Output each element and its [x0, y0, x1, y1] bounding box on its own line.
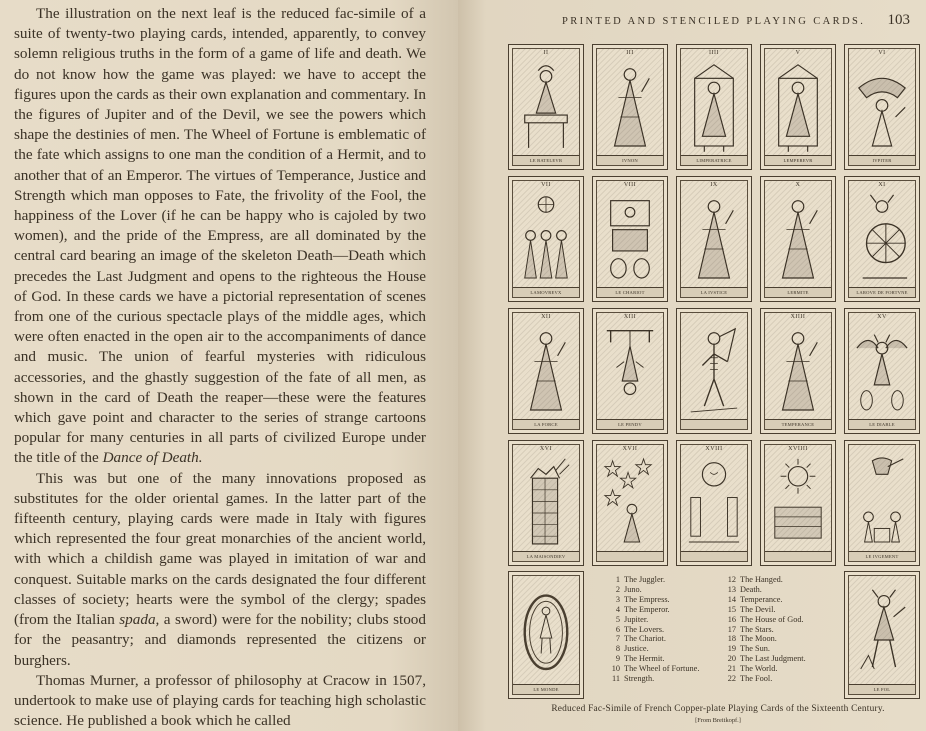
playing-card: [760, 308, 836, 434]
legend-item: [604, 654, 720, 664]
card-frame: [680, 48, 748, 166]
legend-number: 2: [615, 584, 620, 594]
card-frame: [764, 180, 832, 298]
card-numeral: VIII: [623, 182, 637, 188]
playing-card: [592, 440, 668, 566]
legend-item: [604, 585, 720, 595]
paragraph: [14, 671, 426, 731]
card-numeral: XI: [878, 182, 886, 188]
legend-label: The Chariot.: [624, 634, 666, 644]
legend-item: [720, 575, 836, 585]
card-frame: [596, 312, 664, 430]
legend-label: The Last Judgment.: [740, 654, 806, 664]
legend-number: 14: [727, 594, 736, 604]
figure-devil-icon: [853, 323, 911, 420]
legend-number: 7: [615, 634, 620, 644]
card-numeral: IX: [710, 182, 718, 188]
legend-number: 8: [615, 644, 620, 654]
card-name: LA MAISONDIEV: [526, 554, 566, 559]
card-numeral: X: [795, 182, 801, 188]
legend-number: 12: [727, 575, 736, 584]
figure-moon-icon: [685, 455, 743, 552]
legend-label: Temperance.: [740, 594, 783, 604]
playing-card: [676, 44, 752, 170]
legend-item: [604, 664, 720, 674]
card-name: LE DIABLE: [869, 422, 895, 427]
card-frame: [512, 575, 580, 695]
figure-lovers-icon: [517, 191, 575, 288]
playing-card: [676, 176, 752, 302]
card-name-bar: [681, 155, 747, 165]
legend-item: [720, 625, 836, 635]
legend-item: [720, 674, 836, 684]
card-name: IVNON: [622, 158, 638, 163]
running-head: [518, 12, 918, 29]
legend-label: The Hermit.: [624, 654, 665, 664]
legend-number: 11: [612, 674, 620, 684]
card-frame: [596, 180, 664, 298]
legend-label: The Empress.: [624, 594, 670, 604]
left-page: [0, 0, 458, 731]
legend-column-right: [720, 575, 836, 693]
playing-card: [844, 440, 920, 566]
text-run: a sword) were for the nobility; clubs stood for the peasantry; and diamonds represented the citizens or burghers.: [14, 611, 426, 669]
card-numeral: II: [543, 50, 549, 56]
playing-card: [676, 308, 752, 434]
card-numeral: XII: [541, 314, 551, 320]
card-frame: [680, 444, 748, 562]
legend-label: The World.: [740, 664, 778, 674]
legend-item: [720, 634, 836, 644]
card-numeral: XIII: [623, 314, 637, 320]
legend-number: 22: [727, 674, 736, 684]
legend-number: 13: [727, 584, 736, 594]
italic-text: spada,: [119, 611, 160, 629]
playing-card: [760, 440, 836, 566]
fool-figure-icon: [853, 582, 911, 679]
playing-card: [508, 440, 584, 566]
card-name: LE MONDE: [533, 687, 559, 692]
figure-star-icon: [601, 455, 659, 552]
legend-number: 19: [727, 644, 736, 654]
legend-item: [604, 605, 720, 615]
playing-card: [508, 308, 584, 434]
card-frame: [512, 180, 580, 298]
legend-label: Strength.: [624, 674, 655, 684]
card-name: LAMOVREVX: [530, 290, 562, 295]
card-name: LAROVE DE FORTVNE: [856, 290, 908, 295]
plate-caption: Reduced Fac-Simile of French Copper-plate Playing Cards of the Sixteenth Century.: [551, 704, 885, 714]
legend-number: 3: [615, 594, 620, 604]
card-name-bar: [597, 155, 663, 165]
card-name: IVPITER: [872, 158, 892, 163]
figure-sun-icon: [769, 455, 827, 552]
card-frame: [848, 180, 916, 298]
card-numeral: III: [626, 50, 634, 56]
card-numeral: XIIII: [790, 314, 806, 320]
legend-item: [720, 644, 836, 654]
card-frame: [848, 444, 916, 562]
card-name-bar: [597, 551, 663, 561]
italic-text: Dance of Death.: [102, 449, 203, 467]
legend-number: 17: [727, 624, 736, 634]
card-frame: [848, 312, 916, 430]
legend-number: 21: [727, 664, 736, 674]
paragraph: [14, 469, 426, 671]
legend-label: The Moon.: [740, 634, 777, 644]
playing-card: [508, 176, 584, 302]
playing-card: [844, 308, 920, 434]
figure-robed-icon: [685, 191, 743, 288]
card-name-bar: [765, 551, 831, 561]
card-numeral: V: [795, 50, 801, 56]
card-name-bar: [849, 684, 915, 694]
card-frame: [680, 312, 748, 430]
card-name: LA IVSTICE: [700, 290, 728, 295]
playing-card: [760, 44, 836, 170]
card-name-bar: [849, 551, 915, 561]
legend-number: 16: [727, 614, 736, 624]
card-name-bar: [513, 287, 579, 297]
legend-item: [604, 634, 720, 644]
card-name: LA FORCE: [534, 422, 558, 427]
legend-label: The House of God.: [740, 614, 804, 624]
playing-card: [844, 176, 920, 302]
card-frame: [848, 575, 916, 695]
legend-label: The Wheel of Fortune.: [624, 664, 700, 674]
card-name-bar: [849, 155, 915, 165]
plate-source: [From Breitkopf.]: [695, 717, 741, 724]
card-numeral: VI: [878, 50, 886, 56]
card-numeral: XVIII: [705, 446, 723, 452]
legend-item: [720, 605, 836, 615]
figure-robed-icon: [601, 59, 659, 156]
legend-label: The Lovers.: [624, 624, 665, 634]
figure-tower-icon: [517, 455, 575, 552]
playing-card: [592, 176, 668, 302]
card-name: LE FOL: [873, 687, 891, 692]
legend-number: 6: [615, 624, 620, 634]
figure-death-icon: [685, 323, 743, 420]
card-frame: [596, 48, 664, 166]
card-numeral: VII: [541, 182, 551, 188]
card-name-bar: [513, 684, 579, 694]
card-frame: [596, 444, 664, 562]
card-name-bar: [681, 551, 747, 561]
card-frame: [764, 444, 832, 562]
card-name: LEMPEREVR: [783, 158, 813, 163]
legend-item: [720, 585, 836, 595]
world-figure-icon: [517, 582, 575, 679]
card-name-bar: [849, 419, 915, 429]
card-name: LIMPERATRICE: [696, 158, 732, 163]
card-plate: [508, 44, 920, 724]
figure-eagle-icon: [853, 59, 911, 156]
card-name-bar: [681, 419, 747, 429]
card-name-bar: [765, 287, 831, 297]
card-name-bar: [513, 155, 579, 165]
legend-column-left: [604, 575, 720, 693]
card-frame: [680, 180, 748, 298]
body-text: [14, 4, 426, 731]
figure-wheel-icon: [853, 191, 911, 288]
legend-label: Justice.: [624, 644, 649, 654]
figure-robed-icon: [769, 323, 827, 420]
legend-label: Jupiter.: [624, 614, 649, 624]
text-run: This was but one of the many innovations proposed as substitutes for the older oriental games. In the latter part of the fifteenth century, playing cards were made in Italy with figures which represented the four great monarchies of the ancient world, with which a childish game was played in imitation of war and conquest. Suitable marks on the cards designated the four different classes of society; hearts were the symbol of the clergy; spades (from the Italian: [14, 469, 426, 629]
card-frame: [512, 312, 580, 430]
legend-number: 10: [611, 664, 620, 674]
text-run: Thomas Murner, a professor of philosophy at Cracow in 1507, undertook to make use of playing cards for teaching high scholastic science. He published a book which he called: [14, 671, 426, 730]
legend-number: 18: [727, 634, 736, 644]
legend-label: The Juggler.: [624, 575, 666, 584]
plate-bottom-row: [508, 571, 920, 699]
card-name-bar: [765, 155, 831, 165]
card-name-bar: [681, 287, 747, 297]
playing-card: [592, 44, 668, 170]
legend-label: The Stars.: [740, 624, 774, 634]
card-legend: [604, 575, 836, 693]
card-name: TEMPERANCE: [781, 422, 815, 427]
card-name: LE BATELEVR: [529, 158, 563, 163]
figure-chariot-icon: [601, 191, 659, 288]
card-grid: [508, 44, 920, 566]
card-name: LERMITE: [787, 290, 809, 295]
legend-number: 5: [615, 614, 620, 624]
card-numeral: XV: [877, 314, 887, 320]
legend-label: The Devil.: [740, 604, 776, 614]
card-name: LE CHARIOT: [615, 290, 645, 295]
legend-label: Death.: [740, 584, 762, 594]
playing-card: [676, 440, 752, 566]
card-numeral: XVII: [622, 446, 638, 452]
card-name-bar: [597, 287, 663, 297]
legend-item: [604, 575, 720, 585]
page-number: 103: [887, 12, 910, 28]
legend-label: The Fool.: [740, 674, 773, 684]
card-frame: [764, 48, 832, 166]
figure-throne-icon: [685, 59, 743, 156]
card-name: LE PENDV: [618, 422, 642, 427]
paragraph: [14, 4, 426, 469]
figure-hanged-icon: [601, 323, 659, 420]
card-numeral: XVI: [539, 446, 553, 452]
legend-number: 20: [727, 654, 736, 664]
legend-label: The Sun.: [740, 644, 770, 654]
legend-number: 9: [615, 654, 620, 664]
text-run: The illustration on the next leaf is the reduced fac-simile of a suite of twenty-two playing cards, intended, apparently, to convey solemn religious truths in the form of a game of life and death. We do not know how the game was played: we have to accept the figures upon the cards as their own explanation and commentary. In the figures of Jupiter and of the Devil, we see the powers which shape the destinies of men. The Wheel of Fortune is emblematic of the fate which assigns to one man the condition of a Hermit, and to another that of an Emperor. The virtues of Temperance, Justice and Strength which man opposes to Fate, the frivolity of the Fool, the happiness of the Lover (if he can be happy who is cajoled by two women), and the pride of the Empress, are all dominated by the central card bearing an image of the skeleton Death—Death which precedes the Last Judgment and opens to the righteous the House of God. In these cards we have a pictorial representation of scenes from one of the curious spectacle plays of the middle ages, which were often enacted in the open air to the accompaniments of dance and music. The union of fearful mysteries with ridiculous accessories, and the ghastly suggestion of the fate of all men, as shown in the card of Death the reaper—these were the features which gave point and character to the series of strange cartoons popular for many centuries in all parts of civilized Europe under the title of the: [14, 5, 426, 467]
figure-judgment-icon: [853, 455, 911, 552]
legend-item: [604, 674, 720, 684]
legend-item: [720, 595, 836, 605]
card-name-bar: [849, 287, 915, 297]
playing-card: [592, 308, 668, 434]
legend-item: [604, 615, 720, 625]
figure-throne-icon: [769, 59, 827, 156]
legend-number: 15: [727, 604, 736, 614]
legend-item: [604, 595, 720, 605]
playing-card: [508, 44, 584, 170]
card-frame: [848, 48, 916, 166]
legend-item: [720, 615, 836, 625]
card-numeral: IIII: [709, 50, 719, 56]
legend-item: [604, 625, 720, 635]
card-frame: [512, 48, 580, 166]
figure-robed-icon: [517, 323, 575, 420]
card-name-bar: [597, 419, 663, 429]
legend-item: [720, 664, 836, 674]
card-world: [508, 571, 584, 699]
card-name-bar: [765, 419, 831, 429]
card-frame: [512, 444, 580, 562]
playing-card: [760, 176, 836, 302]
card-frame: [764, 312, 832, 430]
legend-label: The Emperor.: [624, 604, 670, 614]
right-page: [458, 0, 926, 731]
card-name-bar: [513, 551, 579, 561]
legend-label: Juno.: [624, 584, 642, 594]
legend-number: 4: [615, 604, 620, 614]
legend-item: [604, 644, 720, 654]
playing-card: [844, 44, 920, 170]
legend-item: [720, 654, 836, 664]
legend-number: 1: [615, 575, 620, 584]
card-numeral: XVIIII: [788, 446, 808, 452]
figure-robed-icon: [769, 191, 827, 288]
card-name: LE IVGEMENT: [865, 554, 899, 559]
card-name-bar: [513, 419, 579, 429]
card-fool: [844, 571, 920, 699]
running-title: PRINTED AND STENCILED PLAYING CARDS.: [562, 16, 866, 27]
legend-label: The Hanged.: [740, 575, 783, 584]
figure-table-icon: [517, 59, 575, 156]
